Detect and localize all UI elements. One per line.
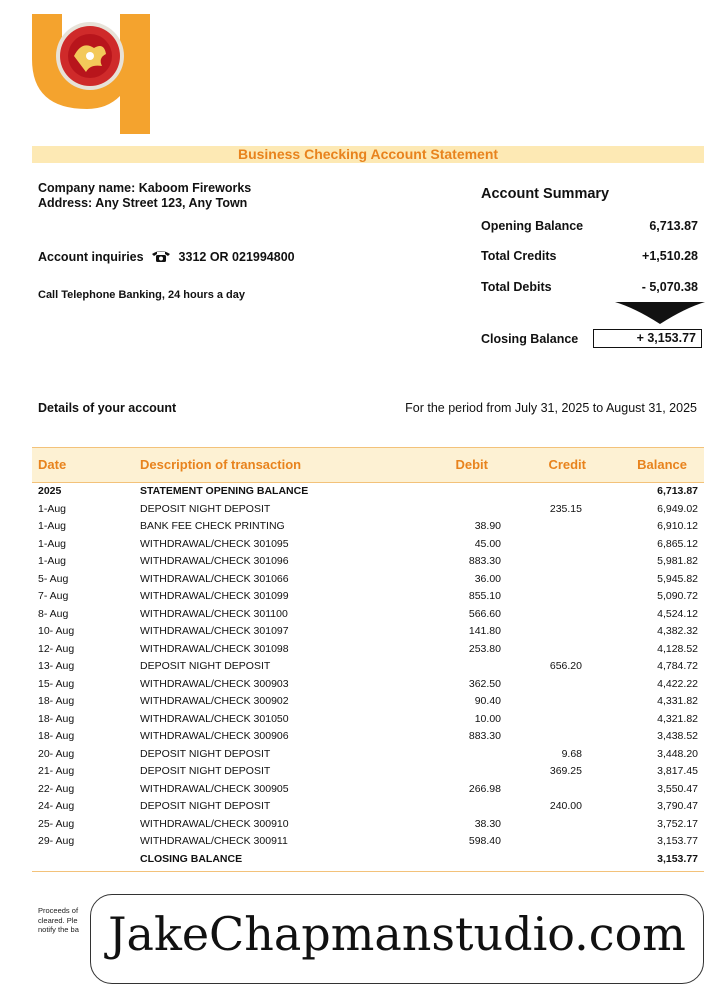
telephone-icon [151,249,171,266]
telephone-banking-note: Call Telephone Banking, 24 hours a day [38,289,246,301]
cell-credit: 9.68 [561,747,582,760]
table-row [32,851,704,869]
cell-description: WITHDRAWAL/CHECK 300905 [140,782,289,795]
cell-balance: 6,910.12 [657,520,698,532]
col-debit: Debit [455,457,488,472]
table-row [32,641,704,659]
table-row [32,518,704,536]
cell-date: 1-Aug [38,537,67,550]
col-balance: Balance [637,457,687,472]
table-row [32,606,704,624]
cell-credit: 240.00 [549,800,582,812]
cell-balance: 4,382.32 [657,625,698,637]
cell-debit: 38.90 [474,520,501,532]
down-arrow-icon [615,302,705,329]
col-date: Date [38,457,67,472]
cell-date: 1-Aug [38,520,67,532]
cell-date: 8- Aug [38,607,69,620]
cell-debit: 362.50 [468,677,501,690]
statement-title: Business Checking Account Statement [237,146,499,162]
account-summary-heading: Account Summary [481,186,610,202]
cell-description: WITHDRAWAL/CHECK 300910 [140,817,289,830]
cell-debit: 253.80 [468,642,501,655]
bank-logo [32,14,150,134]
watermark-banner [90,894,704,984]
table-row [32,746,704,764]
cell-description: WITHDRAWAL/CHECK 300906 [140,730,289,742]
cell-description: CLOSING BALANCE [140,852,243,865]
statement-title-bar [32,146,704,163]
cell-date: 1-Aug [38,502,67,515]
cell-balance: 3,790.47 [657,800,698,812]
cell-debit: 266.98 [468,782,501,795]
cell-balance: 3,153.77 [657,852,698,865]
table-row [32,501,704,519]
cell-balance: 4,784.72 [657,660,698,672]
cell-balance: 6,865.12 [657,537,698,550]
opening-balance-value: 6,713.87 [649,219,698,233]
cell-description: DEPOSIT NIGHT DEPOSIT [140,502,271,515]
cell-debit: 45.00 [474,537,501,550]
closing-balance-label: Closing Balance [481,332,579,346]
cell-debit: 855.10 [468,590,501,602]
cell-description: DEPOSIT NIGHT DEPOSIT [140,747,271,760]
cell-balance: 3,448.20 [657,747,698,760]
table-row [32,658,704,676]
cell-description: WITHDRAWAL/CHECK 301095 [140,537,289,550]
cell-balance: 5,945.82 [657,572,698,585]
cell-date: 5- Aug [38,572,69,585]
cell-description: WITHDRAWAL/CHECK 301099 [140,590,289,602]
cell-description: DEPOSIT NIGHT DEPOSIT [140,800,271,812]
cell-balance: 3,752.17 [657,817,698,830]
table-row [32,781,704,799]
cell-balance: 3,438.52 [657,730,698,742]
inquiries-numbers: 3312 OR 021994800 [178,250,295,264]
cell-date: 13- Aug [38,660,75,672]
cell-description: WITHDRAWAL/CHECK 301050 [140,712,289,725]
cell-description: WITHDRAWAL/CHECK 300903 [140,677,289,690]
cell-balance: 5,981.82 [657,555,698,567]
cell-debit: 598.40 [468,835,501,847]
cell-description: WITHDRAWAL/CHECK 301097 [140,625,289,637]
cell-balance: 3,153.77 [657,835,698,847]
cell-balance: 6,713.87 [657,485,698,497]
cell-description: WITHDRAWAL/CHECK 301100 [140,607,288,620]
table-row [32,693,704,711]
cell-balance: 4,321.82 [657,712,698,725]
cell-debit: 38.30 [474,817,501,830]
cell-date: 12- Aug [38,642,75,655]
table-row [32,816,704,834]
cell-debit: 36.00 [474,572,501,585]
cell-balance: 3,817.45 [657,765,698,777]
cell-balance: 4,331.82 [657,695,698,707]
table-row [32,676,704,694]
cell-debit: 883.30 [468,555,501,567]
table-row [32,728,704,746]
statement-period: For the period from July 31, 2025 to August 31, 2025 [405,401,697,415]
cell-description: WITHDRAWAL/CHECK 300902 [140,695,289,707]
table-row [32,833,704,851]
table-row [32,588,704,606]
table-row [32,623,704,641]
cell-description: WITHDRAWAL/CHECK 301066 [140,572,289,585]
cell-date: 18- Aug [38,695,75,707]
transactions-table-header [32,447,704,483]
cell-date: 10- Aug [38,625,75,637]
table-bottom-rule [32,871,704,872]
cell-balance: 5,090.72 [657,590,698,602]
cell-date: 20- Aug [38,747,75,760]
cell-description: WITHDRAWAL/CHECK 301096 [140,555,289,567]
cell-credit: 369.25 [549,765,582,777]
total-credits-label: Total Credits [481,249,557,263]
cell-debit: 10.00 [474,712,501,725]
cell-description: STATEMENT OPENING BALANCE [140,485,309,497]
cell-date: 7- Aug [38,590,69,602]
cell-description: WITHDRAWAL/CHECK 300911 [140,835,288,847]
company-address: Address: Any Street 123, Any Town [38,196,248,210]
table-row [32,711,704,729]
cell-balance: 6,949.02 [657,502,698,515]
cell-debit: 141.80 [468,625,501,637]
cell-date: 24- Aug [38,800,75,812]
company-name: Company name: Kaboom Fireworks [38,181,252,195]
table-row [32,798,704,816]
cell-description: BANK FEE CHECK PRINTING [140,520,285,532]
cell-debit: 566.60 [468,607,501,620]
cell-description: DEPOSIT NIGHT DEPOSIT [140,660,271,672]
watermark-text: JakeChapmanstudio.com [108,907,686,961]
cell-balance: 4,128.52 [657,642,698,655]
account-inquiries [38,249,295,266]
table-row [32,553,704,571]
cell-debit: 90.40 [474,695,501,707]
cell-credit: 235.15 [549,502,582,515]
cell-date: 2025 [38,485,62,497]
col-credit: Credit [548,457,586,472]
total-debits-label: Total Debits [481,280,552,294]
total-debits-value: - 5,070.38 [641,280,698,294]
cell-date: 25- Aug [38,817,75,830]
cell-balance: 4,524.12 [657,607,698,620]
footer-disclaimer: Proceeds of cleared. Ple notify the ba [38,906,79,934]
cell-date: 15- Aug [38,677,75,690]
cell-date: 18- Aug [38,730,75,742]
cell-balance: 3,550.47 [657,782,698,795]
cell-description: WITHDRAWAL/CHECK 301098 [140,642,289,655]
cell-date: 29- Aug [38,835,75,847]
cell-date: 1-Aug [38,555,67,567]
table-row [32,763,704,781]
inquiries-label: Account inquiries [38,250,144,264]
cell-credit: 656.20 [549,660,582,672]
opening-balance-label: Opening Balance [481,219,584,233]
cell-date: 18- Aug [38,712,75,725]
table-row [32,483,704,501]
table-row [32,536,704,554]
col-description: Description of transaction [140,457,302,472]
table-row [32,571,704,589]
cell-description: DEPOSIT NIGHT DEPOSIT [140,765,271,777]
cell-date: 21- Aug [38,765,75,777]
details-label: Details of your account [38,401,177,415]
total-credits-value: +1,510.28 [642,249,698,263]
cell-debit: 883.30 [468,730,501,742]
cell-date: 22- Aug [38,782,75,795]
closing-balance-value: + 3,153.77 [593,329,702,348]
cell-balance: 4,422.22 [657,677,698,690]
